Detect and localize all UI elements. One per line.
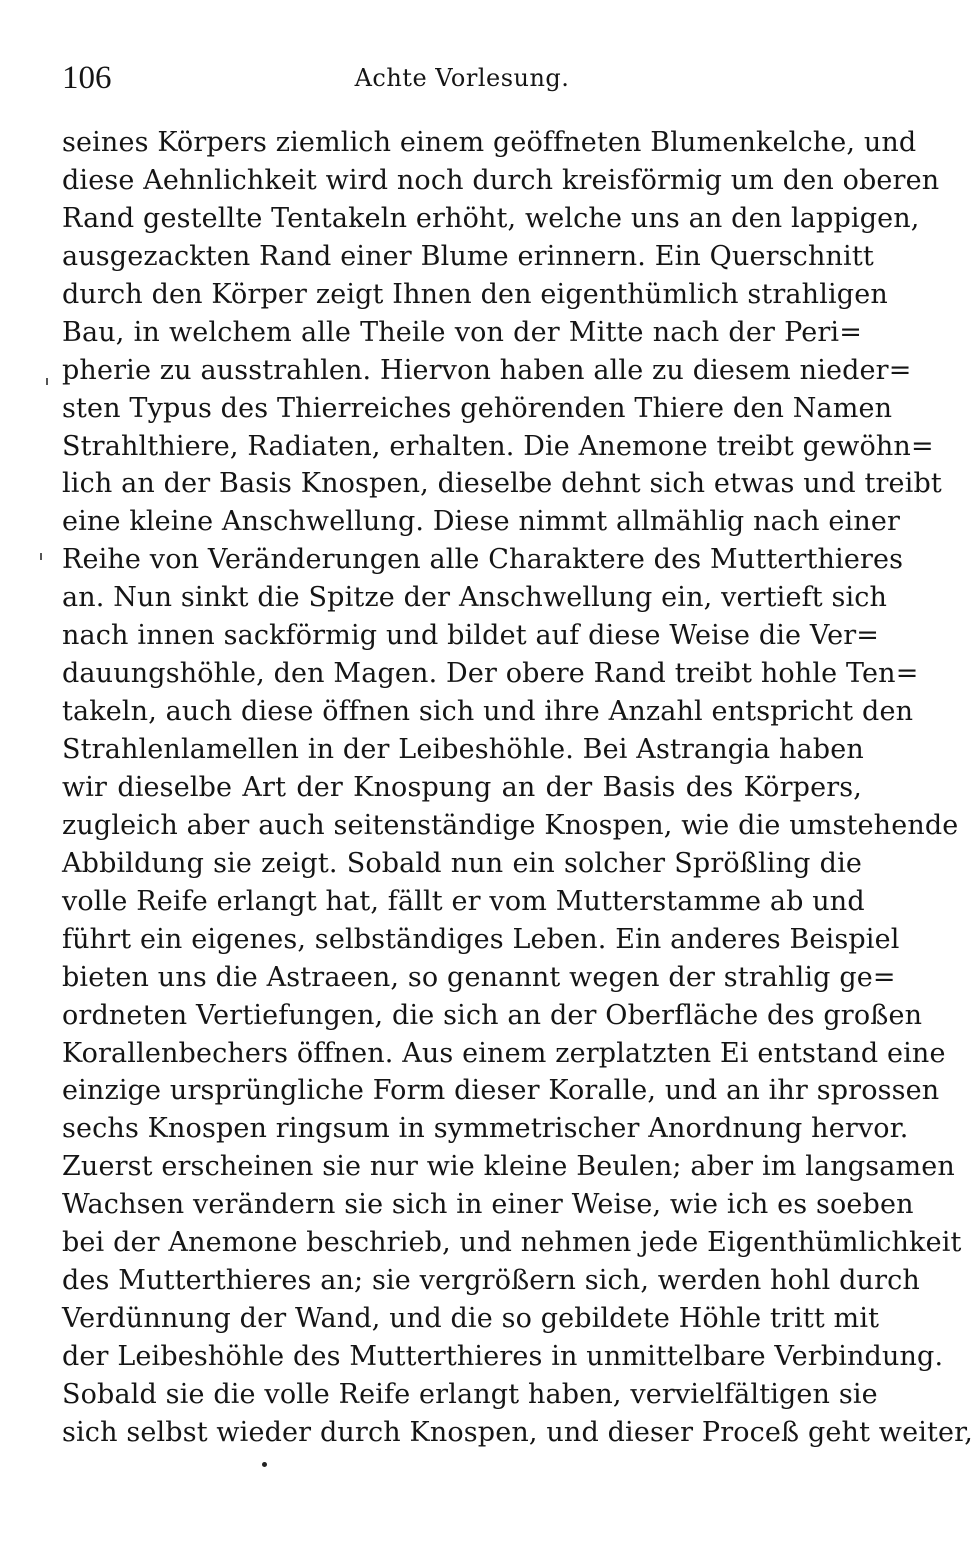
margin-mark xyxy=(40,553,42,560)
text-line: führt ein eigenes, selbständiges Leben. Ein anderes Beispiel xyxy=(62,923,900,955)
text-line: Rand gestellte Tentakeln erhöht, welche uns an den lappigen, xyxy=(62,202,920,234)
text-line: sechs Knospen ringsum in symmetrischer Anordnung hervor. xyxy=(62,1113,909,1145)
text-line: diese Aehnlichkeit wird noch durch kreisförmig um den oberen xyxy=(62,164,940,196)
text-line: zugleich aber auch seitenständige Knospen, wie die umstehende xyxy=(62,809,959,841)
text-line: Abbildung sie zeigt. Sobald nun ein solcher Sprößling die xyxy=(62,847,862,879)
text-line: Strahlenlamellen in der Leibeshöhle. Bei Astrangia haben xyxy=(62,734,864,765)
text-line: volle Reife erlangt hat, fällt er vom Mutterstamme ab und xyxy=(62,885,865,917)
text-line: Verdünnung der Wand, und die so gebildete Höhle tritt mit xyxy=(62,1303,880,1335)
text-line: ordneten Vertiefungen, die sich an der Oberfläche des großen xyxy=(62,999,923,1031)
text-line: einzige ursprüngliche Form dieser Koralle, und an ihr sprossen xyxy=(62,1075,940,1107)
text-line: durch den Körper zeigt Ihnen den eigenthümlich strahligen xyxy=(62,278,888,310)
text-line: pherie zu ausstrahlen. Hiervon haben alle zu diesem nieder= xyxy=(62,354,912,386)
text-line: ausgezackten Rand einer Blume erinnern. Ein Querschnitt xyxy=(62,240,874,272)
text-line: Strahlthiere, Radiaten, erhalten. Die Anemone treibt gewöhn= xyxy=(62,430,934,462)
text-line: sich selbst wieder durch Knospen, und dieser Proceß geht weiter, xyxy=(62,1416,973,1448)
text-line: Sobald sie die volle Reife erlangt haben, vervielfältigen sie xyxy=(62,1378,878,1410)
text-line: Bau, in welchem alle Theile von der Mitte nach der Peri= xyxy=(62,316,862,348)
text-line: bieten uns die Astraeen, so genannt wegen der strahlig ge= xyxy=(62,961,896,993)
text-line: der Leibeshöhle des Mutterthieres in unmittelbare Verbindung. xyxy=(62,1341,944,1372)
text-line: Reihe von Veränderungen alle Charaktere des Mutterthieres xyxy=(62,544,904,576)
text-line: Korallenbechers öffnen. Aus einem zerplatzten Ei entstand eine xyxy=(62,1037,946,1069)
text-line: Wachsen verändern sie sich in einer Weise, wie ich es soeben xyxy=(62,1189,914,1221)
body-text xyxy=(62,124,973,1452)
text-line: sten Typus des Thierreiches gehörenden Thiere den Namen xyxy=(62,392,893,424)
text-line: des Mutterthieres an; sie vergrößern sich, werden hohl durch xyxy=(62,1265,920,1297)
margin-mark xyxy=(46,378,48,385)
text-line: Zuerst erscheinen sie nur wie kleine Beulen; aber im langsamen xyxy=(62,1151,955,1183)
text-line: seines Körpers ziemlich einem geöffneten Blumenkelche, und xyxy=(62,127,917,158)
text-line: bei der Anemone beschrieb, und nehmen jede Eigenthümlichkeit xyxy=(62,1227,962,1259)
running-title: Achte Vorlesung. xyxy=(354,64,570,92)
page-number: 106 xyxy=(62,60,112,96)
text-line: lich an der Basis Knospen, dieselbe dehnt sich etwas und treibt xyxy=(62,468,942,500)
stray-dot xyxy=(262,1462,267,1467)
text-line: eine kleine Anschwellung. Diese nimmt allmählig nach einer xyxy=(62,506,901,538)
page-header xyxy=(62,58,862,98)
text-line: takeln, auch diese öffnen sich und ihre Anzahl entspricht den xyxy=(62,696,914,728)
text-line: wir dieselbe Art der Knospung an der Basis des Körpers, xyxy=(62,771,862,803)
text-line: an. Nun sinkt die Spitze der Anschwellung ein, vertieft sich xyxy=(62,582,888,614)
text-line: dauungshöhle, den Magen. Der obere Rand treibt hohle Ten= xyxy=(62,658,919,690)
text-line: nach innen sackförmig und bildet auf diese Weise die Ver= xyxy=(62,620,880,652)
